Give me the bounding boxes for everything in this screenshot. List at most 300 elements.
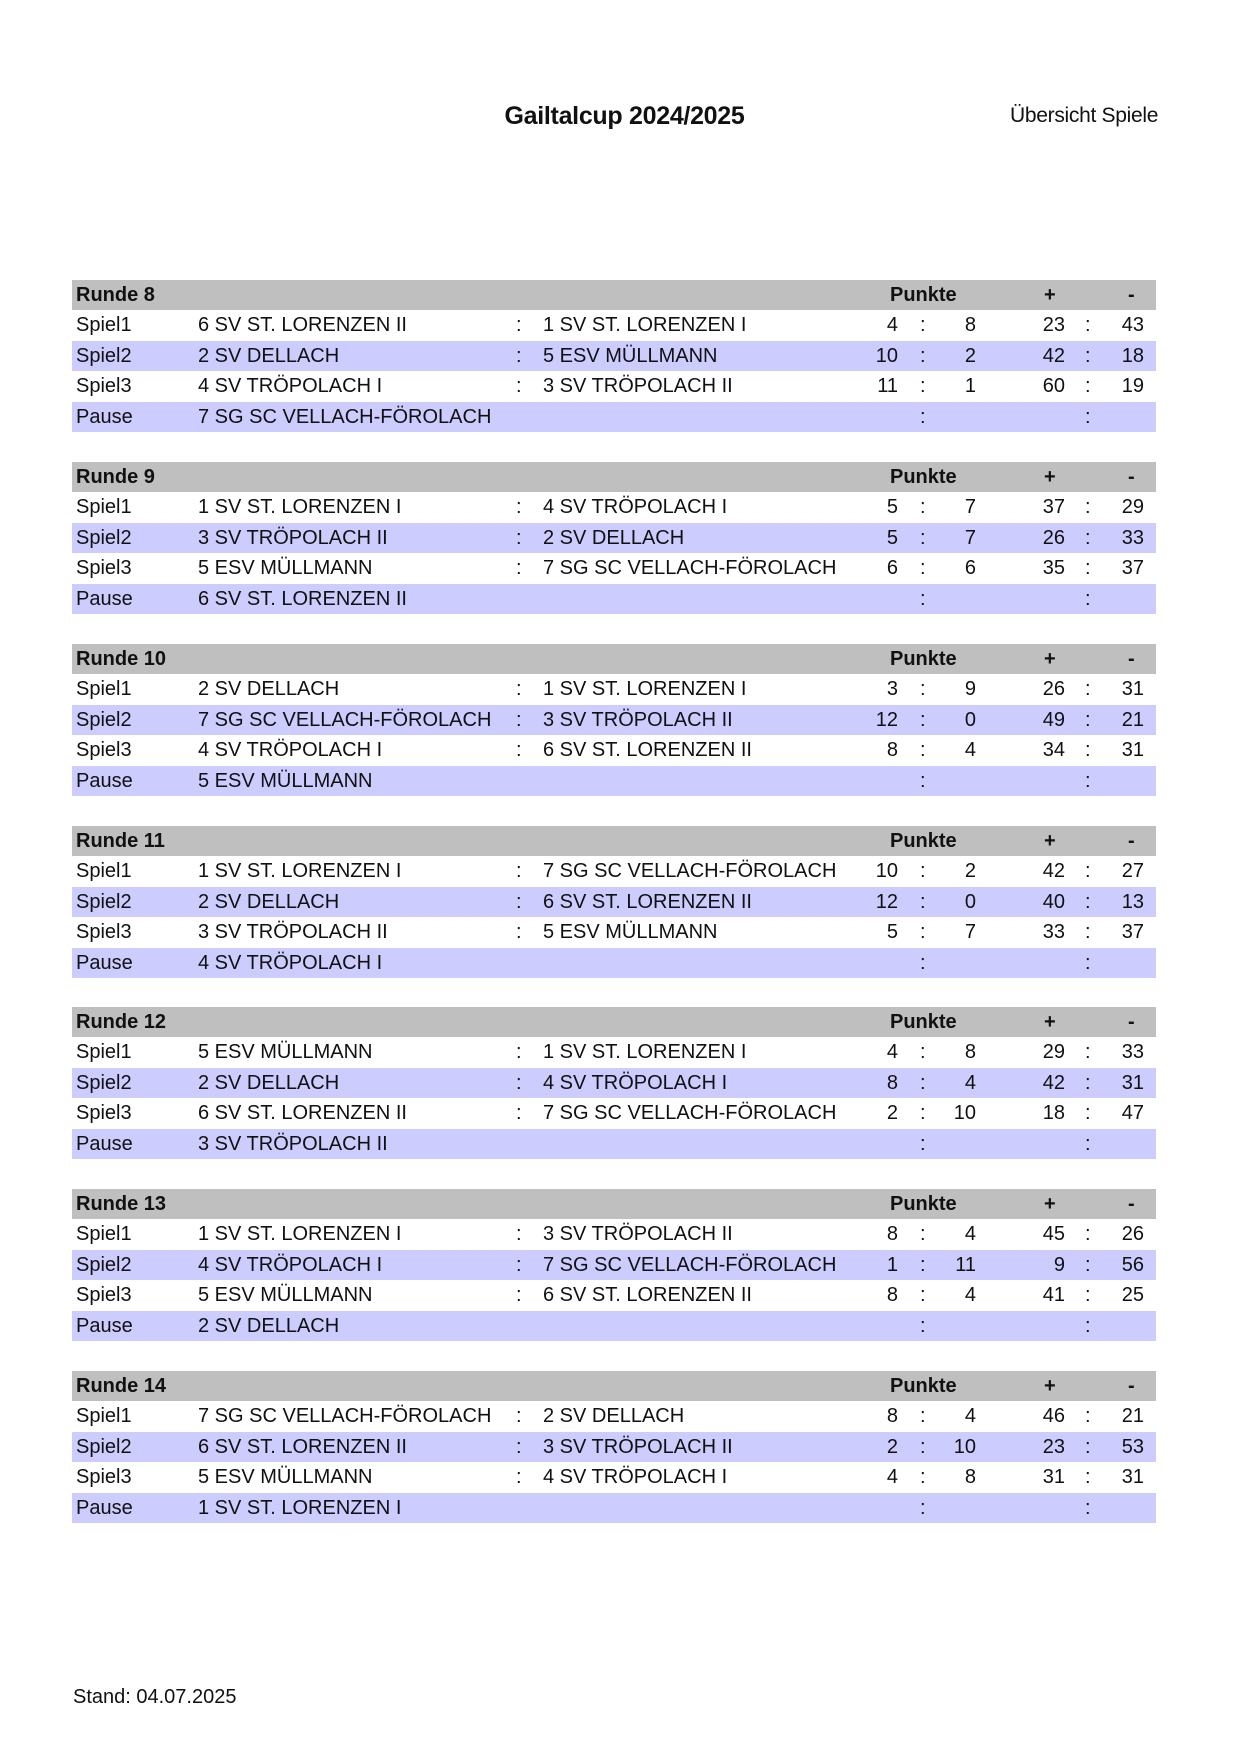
away-team: 7 SG SC VELLACH-FÖROLACH [543,557,837,579]
round-name: Runde 9 [76,466,155,488]
pause-label: Pause [76,1314,133,1337]
goals-minus: 21 [1121,1405,1144,1427]
game-row [72,1068,1156,1099]
game-label: Spiel2 [76,526,132,549]
game-row [72,492,1156,523]
goals-plus: 26 [1042,678,1065,700]
points-away: 8 [964,1466,976,1488]
game-label: Spiel1 [76,496,132,518]
home-team: 7 SG SC VELLACH-FÖROLACH [198,708,492,731]
points-separator: : [920,678,926,700]
points-separator: : [920,1253,926,1276]
away-team: 3 SV TRÖPOLACH II [543,1435,733,1458]
pause-team: 7 SG SC VELLACH-FÖROLACH [198,405,492,428]
pause-label: Pause [76,1132,133,1155]
points-away: 10 [953,1435,976,1458]
goals-plus: 37 [1042,496,1065,518]
versus-separator: : [516,739,522,761]
game-row [72,735,1156,766]
away-team: 3 SV TRÖPOLACH II [543,1223,733,1245]
goals-plus: 9 [1053,1253,1065,1276]
points-away: 7 [964,921,976,943]
versus-separator: : [516,1405,522,1427]
pause-team: 3 SV TRÖPOLACH II [198,1132,388,1155]
points-column-header: Punkte [890,1375,957,1397]
game-row [72,1098,1156,1129]
round-block [72,1371,1156,1523]
points-away: 2 [964,344,976,367]
game-row [72,371,1156,402]
round-header [72,826,1156,856]
points-home: 1 [886,1253,898,1276]
points-away: 6 [964,557,976,579]
points-away: 4 [964,739,976,761]
goals-separator: : [1085,1071,1091,1094]
game-row [72,1250,1156,1281]
goals-plus-column-header: + [1044,1375,1056,1397]
goals-plus: 42 [1042,344,1065,367]
points-home: 11 [877,375,898,397]
goals-plus-column-header: + [1044,466,1056,488]
points-home: 2 [886,1435,898,1458]
game-label: Spiel1 [76,314,132,336]
home-team: 7 SG SC VELLACH-FÖROLACH [198,1405,492,1427]
pause-row [72,402,1156,433]
goals-separator: : [1085,405,1091,428]
goals-separator: : [1085,1405,1091,1427]
pause-row [72,766,1156,797]
versus-separator: : [516,1466,522,1488]
points-separator: : [920,1284,926,1306]
home-team: 2 SV DELLACH [198,344,340,367]
pause-row [72,1493,1156,1524]
versus-separator: : [516,860,522,882]
goals-plus: 23 [1042,314,1065,336]
versus-separator: : [516,1284,522,1306]
game-row [72,1401,1156,1432]
round-block [72,462,1156,614]
versus-separator: : [516,375,522,397]
goals-minus: 43 [1121,314,1144,336]
away-team: 5 ESV MÜLLMANN [543,344,718,367]
away-team: 3 SV TRÖPOLACH II [543,375,733,397]
game-row [72,341,1156,372]
game-label: Spiel1 [76,860,132,882]
points-away: 7 [964,496,976,518]
points-separator: : [920,1466,926,1488]
points-home: 6 [886,557,898,579]
home-team: 2 SV DELLACH [198,678,340,700]
pause-label: Pause [76,769,133,792]
goals-minus-column-header: - [1128,466,1135,488]
goals-separator: : [1085,1132,1091,1155]
goals-plus: 33 [1042,921,1065,943]
pause-team: 5 ESV MÜLLMANN [198,769,373,792]
goals-minus-column-header: - [1128,1193,1135,1215]
points-home: 8 [886,1284,898,1306]
points-away: 0 [964,890,976,913]
round-block [72,826,1156,978]
footer-stand-date: Stand: 04.07.2025 [73,1686,237,1708]
goals-separator: : [1085,1496,1091,1519]
round-name: Runde 8 [76,284,155,306]
away-team: 4 SV TRÖPOLACH I [543,1466,728,1488]
goals-separator: : [1085,1223,1091,1245]
away-team: 7 SG SC VELLACH-FÖROLACH [543,860,837,882]
game-row [72,1219,1156,1250]
points-away: 2 [964,860,976,882]
goals-separator: : [1085,951,1091,974]
goals-separator: : [1085,496,1091,518]
points-separator: : [920,921,926,943]
goals-minus: 33 [1121,526,1144,549]
game-label: Spiel1 [76,1223,132,1245]
pause-row [72,584,1156,615]
home-team: 5 ESV MÜLLMANN [198,1041,373,1063]
goals-minus: 31 [1121,739,1144,761]
goals-plus-column-header: + [1044,1011,1056,1033]
points-separator: : [920,587,926,610]
points-home: 4 [886,1041,898,1063]
home-team: 6 SV ST. LORENZEN II [198,1435,407,1458]
points-home: 10 [875,860,898,882]
goals-plus-column-header: + [1044,830,1056,852]
game-label: Spiel3 [76,1466,132,1488]
game-label: Spiel2 [76,344,132,367]
home-team: 3 SV TRÖPOLACH II [198,921,388,943]
round-header [72,1371,1156,1401]
pause-team: 1 SV ST. LORENZEN I [198,1496,402,1519]
goals-minus: 33 [1121,1041,1144,1063]
home-team: 4 SV TRÖPOLACH I [198,375,383,397]
points-home: 4 [886,314,898,336]
game-label: Spiel3 [76,921,132,943]
round-name: Runde 10 [76,648,167,670]
round-header [72,462,1156,492]
home-team: 6 SV ST. LORENZEN II [198,1102,407,1124]
away-team: 1 SV ST. LORENZEN I [543,678,747,700]
away-team: 7 SG SC VELLACH-FÖROLACH [543,1253,837,1276]
points-separator: : [920,1314,926,1337]
points-separator: : [920,1223,926,1245]
game-row [72,856,1156,887]
goals-minus: 19 [1121,375,1144,397]
versus-separator: : [516,1102,522,1124]
round-name: Runde 12 [76,1011,167,1033]
home-team: 1 SV ST. LORENZEN I [198,496,402,518]
goals-minus: 31 [1121,678,1144,700]
versus-separator: : [516,921,522,943]
goals-plus-column-header: + [1044,648,1056,670]
versus-separator: : [516,314,522,336]
goals-plus-column-header: + [1044,1193,1056,1215]
game-row [72,1462,1156,1493]
goals-minus-column-header: - [1128,648,1135,670]
versus-separator: : [516,557,522,579]
points-away: 11 [955,1253,976,1276]
points-separator: : [920,557,926,579]
goals-separator: : [1085,708,1091,731]
away-team: 2 SV DELLACH [543,1405,685,1427]
game-row [72,553,1156,584]
points-home: 5 [886,921,898,943]
round-block [72,1189,1156,1341]
game-label: Spiel2 [76,1435,132,1458]
game-label: Spiel1 [76,1041,132,1063]
goals-minus: 26 [1121,1223,1144,1245]
pause-team: 2 SV DELLACH [198,1314,340,1337]
round-block [72,280,1156,432]
points-separator: : [920,405,926,428]
goals-minus: 37 [1121,921,1144,943]
points-separator: : [920,314,926,336]
goals-plus: 29 [1042,1041,1065,1063]
goals-plus: 41 [1042,1284,1065,1306]
away-team: 6 SV ST. LORENZEN II [543,890,752,913]
goals-minus: 25 [1121,1284,1144,1306]
points-away: 1 [964,375,976,397]
goals-separator: : [1085,314,1091,336]
versus-separator: : [516,678,522,700]
goals-minus: 21 [1121,708,1144,731]
goals-plus: 49 [1042,708,1065,731]
goals-separator: : [1085,557,1091,579]
away-team: 1 SV ST. LORENZEN I [543,314,747,336]
points-separator: : [920,1132,926,1155]
game-row [72,705,1156,736]
versus-separator: : [516,708,522,731]
goals-separator: : [1085,587,1091,610]
points-home: 5 [886,526,898,549]
home-team: 5 ESV MÜLLMANN [198,557,373,579]
home-team: 1 SV ST. LORENZEN I [198,860,402,882]
home-team: 2 SV DELLACH [198,890,340,913]
game-label: Spiel2 [76,890,132,913]
goals-minus-column-header: - [1128,284,1135,306]
versus-separator: : [516,1435,522,1458]
goals-minus: 53 [1121,1435,1144,1458]
points-home: 8 [886,1405,898,1427]
points-column-header: Punkte [890,648,957,670]
goals-plus: 46 [1042,1405,1065,1427]
goals-separator: : [1085,860,1091,882]
goals-minus: 18 [1121,344,1144,367]
round-header [72,280,1156,310]
versus-separator: : [516,1223,522,1245]
pause-label: Pause [76,405,133,428]
points-separator: : [920,1496,926,1519]
points-separator: : [920,890,926,913]
away-team: 1 SV ST. LORENZEN I [543,1041,747,1063]
goals-plus: 40 [1042,890,1065,913]
points-column-header: Punkte [890,284,957,306]
versus-separator: : [516,890,522,913]
round-name: Runde 11 [76,830,165,852]
page-subtitle: Übersicht Spiele [1010,104,1159,127]
points-separator: : [920,860,926,882]
home-team: 2 SV DELLACH [198,1071,340,1094]
points-home: 10 [875,344,898,367]
game-label: Spiel3 [76,739,132,761]
game-label: Spiel1 [76,678,132,700]
goals-separator: : [1085,678,1091,700]
points-home: 8 [886,1223,898,1245]
game-label: Spiel2 [76,1071,132,1094]
versus-separator: : [516,1041,522,1063]
goals-separator: : [1085,375,1091,397]
game-label: Spiel3 [76,1102,132,1124]
points-away: 8 [964,1041,976,1063]
away-team: 6 SV ST. LORENZEN II [543,739,752,761]
points-home: 5 [886,496,898,518]
game-row [72,887,1156,918]
points-home: 12 [875,708,898,731]
pause-label: Pause [76,1496,133,1519]
game-row [72,917,1156,948]
goals-minus-column-header: - [1128,1011,1135,1033]
points-column-header: Punkte [890,1193,957,1215]
goals-minus-column-header: - [1128,830,1135,852]
goals-plus: 34 [1042,739,1065,761]
points-home: 3 [886,678,898,700]
game-label: Spiel1 [76,1405,132,1427]
points-away: 4 [964,1071,976,1094]
goals-minus-column-header: - [1128,1375,1135,1397]
points-separator: : [920,1071,926,1094]
pause-row [72,1311,1156,1342]
game-label: Spiel2 [76,708,132,731]
home-team: 4 SV TRÖPOLACH I [198,1253,383,1276]
goals-minus: 37 [1121,557,1144,579]
goals-plus: 18 [1042,1102,1065,1124]
versus-separator: : [516,496,522,518]
away-team: 2 SV DELLACH [543,526,685,549]
goals-plus: 45 [1042,1223,1065,1245]
game-row [72,310,1156,341]
goals-plus: 42 [1042,860,1065,882]
points-separator: : [920,951,926,974]
points-column-header: Punkte [890,830,957,852]
away-team: 4 SV TRÖPOLACH I [543,496,728,518]
home-team: 5 ESV MÜLLMANN [198,1284,373,1306]
pause-label: Pause [76,587,133,610]
versus-separator: : [516,1071,522,1094]
points-away: 8 [964,314,976,336]
points-separator: : [920,1102,926,1124]
points-separator: : [920,496,926,518]
game-label: Spiel3 [76,1284,132,1306]
pause-label: Pause [76,951,133,974]
goals-plus: 42 [1042,1071,1065,1094]
points-away: 7 [964,526,976,549]
home-team: 1 SV ST. LORENZEN I [198,1223,402,1245]
away-team: 3 SV TRÖPOLACH II [543,708,733,731]
points-home: 12 [875,890,898,913]
versus-separator: : [516,526,522,549]
round-name: Runde 14 [76,1375,167,1397]
round-name: Runde 13 [76,1193,167,1215]
goals-separator: : [1085,890,1091,913]
points-away: 4 [964,1405,976,1427]
goals-separator: : [1085,344,1091,367]
goals-separator: : [1085,526,1091,549]
goals-separator: : [1085,1102,1091,1124]
goals-separator: : [1085,739,1091,761]
away-team: 7 SG SC VELLACH-FÖROLACH [543,1102,837,1124]
goals-separator: : [1085,769,1091,792]
points-column-header: Punkte [890,1011,957,1033]
goals-minus: 27 [1121,860,1144,882]
points-away: 9 [964,678,976,700]
round-header [72,644,1156,674]
points-separator: : [920,708,926,731]
goals-plus: 26 [1042,526,1065,549]
goals-minus: 47 [1121,1102,1144,1124]
pause-team: 4 SV TRÖPOLACH I [198,951,383,974]
goals-separator: : [1085,1041,1091,1063]
goals-separator: : [1085,1284,1091,1306]
away-team: 5 ESV MÜLLMANN [543,921,718,943]
points-away: 4 [964,1284,976,1306]
points-separator: : [920,739,926,761]
points-away: 10 [953,1102,976,1124]
game-row [72,1037,1156,1068]
points-separator: : [920,1405,926,1427]
goals-plus: 23 [1042,1435,1065,1458]
points-home: 2 [886,1102,898,1124]
home-team: 5 ESV MÜLLMANN [198,1466,373,1488]
goals-minus: 56 [1121,1253,1144,1276]
goals-plus: 35 [1042,557,1065,579]
title-text: Gailtalcup 2024/2025 [504,102,745,130]
game-label: Spiel3 [76,375,132,397]
game-row [72,1280,1156,1311]
goals-separator: : [1085,921,1091,943]
round-block [72,1007,1156,1159]
points-away: 4 [964,1223,976,1245]
home-team: 3 SV TRÖPOLACH II [198,526,388,549]
home-team: 4 SV TRÖPOLACH I [198,739,383,761]
away-team: 6 SV ST. LORENZEN II [543,1284,752,1306]
points-separator: : [920,375,926,397]
goals-plus: 31 [1042,1466,1065,1488]
game-row [72,674,1156,705]
points-home: 8 [886,739,898,761]
points-separator: : [920,526,926,549]
goals-separator: : [1085,1314,1091,1337]
game-label: Spiel2 [76,1253,132,1276]
points-separator: : [920,769,926,792]
round-header [72,1007,1156,1037]
goals-plus: 60 [1042,375,1065,397]
points-column-header: Punkte [890,466,957,488]
goals-minus: 31 [1121,1071,1144,1094]
goals-separator: : [1085,1435,1091,1458]
versus-separator: : [516,1253,522,1276]
goals-minus: 31 [1121,1466,1144,1488]
versus-separator: : [516,344,522,367]
goals-separator: : [1085,1253,1091,1276]
goals-minus: 29 [1121,496,1144,518]
round-header [72,1189,1156,1219]
round-block [72,644,1156,796]
game-row [72,523,1156,554]
points-home: 8 [886,1071,898,1094]
game-row [72,1432,1156,1463]
points-separator: : [920,344,926,367]
points-away: 0 [964,708,976,731]
goals-plus-column-header: + [1044,284,1056,306]
